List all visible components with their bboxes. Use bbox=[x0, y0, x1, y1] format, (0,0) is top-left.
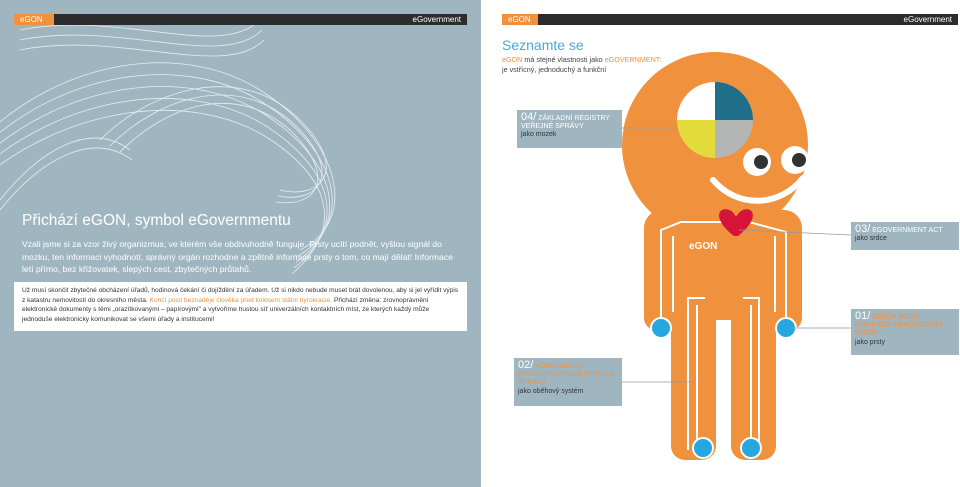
foot-left-icon bbox=[693, 438, 713, 458]
finger-left-icon bbox=[651, 318, 671, 338]
brain-icon bbox=[677, 82, 753, 158]
box-paragraph-2: Přichází změna: zrovnoprávnění elektronické dokumenty s těmi „orazítkovanými – papírovými" a vytvoříme hustou síť univerzálních kontaktních míst, ze kterých každý může jednoduše elektronicky komunikovat se všemi úřady a institucemi! bbox=[22, 296, 430, 323]
egon-leg-right bbox=[731, 300, 776, 460]
callout-02-number: 02/ bbox=[518, 359, 534, 371]
right-header-brand: eGON bbox=[502, 14, 538, 25]
box-paragraph-1: Už musí skončit zbytečné obcházení úřadů, hodinová čekání či dojíždění za úřadem. Už si nikdo nebude muset brát dovolenou, aby si jel vyřídit výpis z katastru nemovitostí do okresního města. bbox=[22, 287, 459, 304]
callout-03-sub: jako srdce bbox=[855, 235, 887, 243]
left-header-bar bbox=[14, 14, 467, 25]
left-page-title: Přichází eGON, symbol eGovernmentu bbox=[22, 212, 291, 229]
left-text-box bbox=[14, 282, 467, 331]
callout-03 bbox=[851, 222, 959, 250]
box-highlight: Končí pocit beznaděje člověka před kolosem státní byrokracie. bbox=[149, 296, 333, 304]
subtitle-brand: eGON bbox=[502, 55, 523, 64]
callout-04-sub: jako mozek bbox=[521, 131, 557, 139]
callout-04-number: 04/ bbox=[521, 111, 537, 123]
eye-left-icon bbox=[743, 148, 771, 176]
eye-right-icon bbox=[781, 146, 809, 174]
right-header-section: eGovernment bbox=[903, 15, 952, 24]
foot-right-icon bbox=[741, 438, 761, 458]
right-page-title: Seznamte se bbox=[502, 37, 584, 53]
callout-01 bbox=[851, 309, 959, 355]
callout-04-title: ZÁKLADNÍ REGISTRY VEŘEJNÉ SPRÁVY bbox=[521, 115, 610, 131]
callout-03-title: EGOVERNMENT ACT bbox=[872, 227, 943, 234]
subtitle-text: má stejné vlastnosti jako bbox=[524, 55, 603, 64]
figure-egon-label: eGON bbox=[689, 241, 718, 252]
callout-03-number: 03/ bbox=[855, 223, 871, 235]
subtitle-brand-2: eGOVERNMENT: bbox=[604, 55, 662, 64]
callout-01-number: 01/ bbox=[855, 310, 871, 322]
callout-01-sub: jako prsty bbox=[855, 338, 885, 346]
callout-02-title: KOMUNIKAČNÍ INFRASTRUKTURA VEŘEJNÉ SPRÁVY bbox=[518, 363, 616, 387]
left-intro-text: Vzali jsme si za vzor živý organizmus, ve kterém vše obdivuhodně funguje. Prsty ucítí podnět, vyšlou signál do mozku, ten informaci vyhodnotí, správný orgán rozhodne a zpětně informuje prsty o tom, co mají dělat! Informace letí přímo, bez křižovatek, slepých cest, zbytečných průtahů. bbox=[22, 239, 453, 275]
left-header-section: eGovernment bbox=[412, 15, 461, 24]
callout-04 bbox=[517, 110, 622, 148]
left-header-brand: eGON bbox=[14, 14, 54, 25]
egon-leg-left bbox=[671, 300, 716, 460]
callout-02 bbox=[514, 358, 622, 406]
callout-01-title: CZECH POINT UNIVERZÁLNÍ KONTAKTNÍ MÍSTO bbox=[855, 314, 943, 338]
subtitle-line-2: je vstřícný, jednoduchý a funkční bbox=[502, 64, 607, 74]
right-page bbox=[481, 0, 960, 487]
callout-02-sub: jako oběhový systém bbox=[518, 387, 584, 395]
